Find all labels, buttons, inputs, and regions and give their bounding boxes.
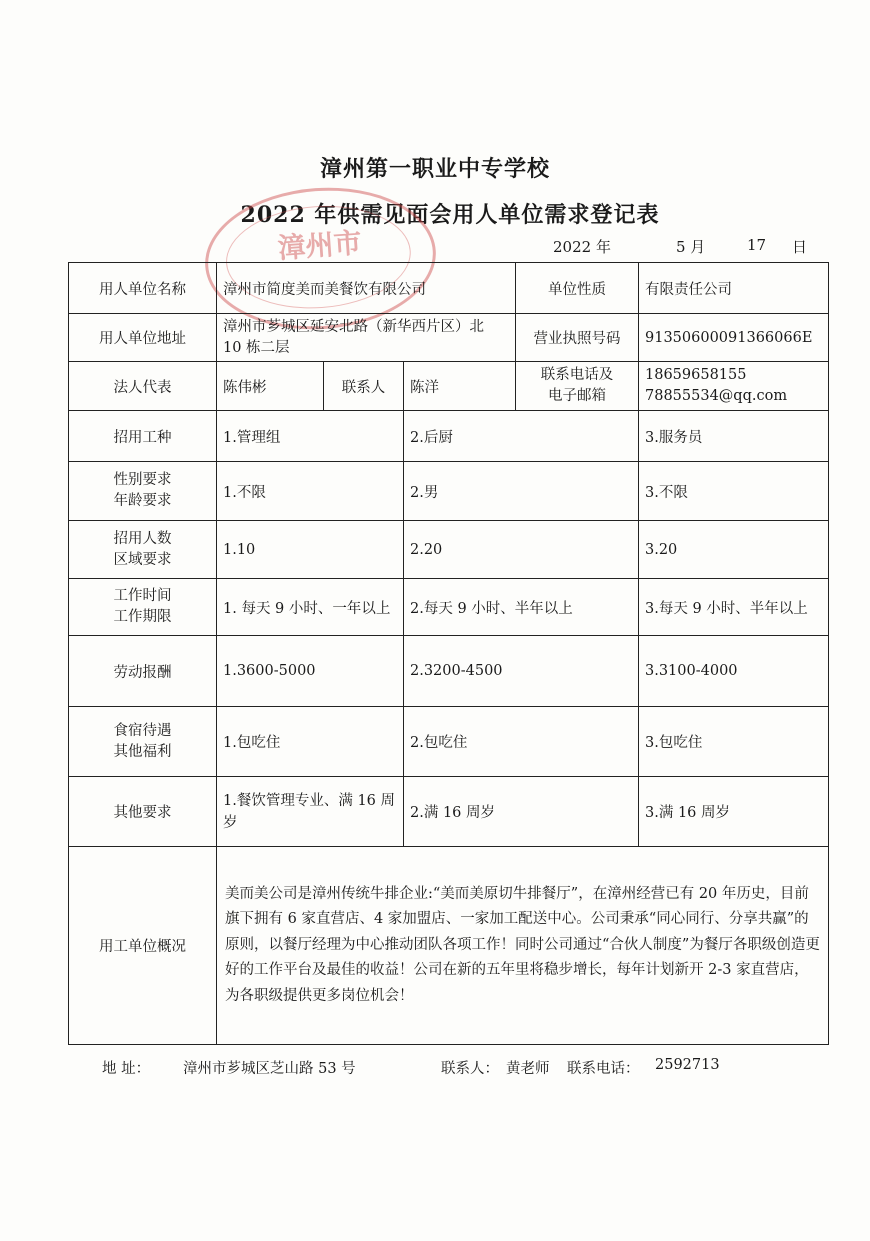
unit-name-value: 漳州市简度美而美餐饮有限公司: [217, 263, 516, 314]
row-label-line: 招用人数: [113, 530, 172, 547]
cell-col3: 3.每天 9 小时、半年以上: [639, 579, 829, 636]
address-row: [69, 314, 829, 362]
date-day: 17: [747, 236, 767, 254]
footer-address: 漳州市芗城区芝山路 53 号: [183, 1061, 356, 1077]
row-label-line: 工作时间: [113, 588, 172, 604]
cell-col3: 3.20: [639, 521, 829, 579]
overview-row: [69, 847, 829, 1045]
footer-contact-label: 联系人：: [441, 1061, 499, 1077]
overview-text: 美而美公司是漳州传统牛排企业:“美而美原切牛排餐厅”，在漳州经营已有 20 年历史，目前旗下拥有 6 家直营店、4 家加盟店、一家加工配送中心。公司秉承“同心同行、分享共赢”的原则，以餐厅经理为中心推动团队各项工作！同时公司通过“合伙人制度”为餐厅各职级创造更好的工作平台及最佳的收益！公司在新的五年里将稳步增长，每年计划新开 2-3 家直营店，为各职级提供更多岗位机会！: [217, 847, 829, 1045]
cell-col1: 1.3600-5000: [217, 636, 404, 707]
cell-col3: 3.满 16 周岁: [639, 777, 829, 847]
cell-col3: 3.包吃住: [639, 707, 829, 777]
cell-col3: 3.不限: [639, 462, 829, 521]
unit-type-label: 单位性质: [516, 263, 639, 314]
contact-value: 陈洋: [404, 362, 516, 411]
cell-col3: 3.服务员: [639, 411, 829, 462]
overview-label: 用工单位概况: [69, 847, 217, 1045]
cell-col2: 2.3200-4500: [404, 636, 639, 707]
cell-col2: 2.每天 9 小时、半年以上: [404, 579, 639, 636]
footer-address-label: 地 址：: [102, 1061, 151, 1077]
row-label: [69, 462, 217, 521]
row-work-hours: [69, 579, 829, 636]
cell-col2: 2.20: [404, 521, 639, 579]
form-title: 2022 年供需见面会用人单位需求登记表: [240, 202, 660, 228]
seal-text: 漳州市: [276, 226, 363, 265]
row-label: [69, 777, 217, 847]
footer-phone-label: 联系电话：: [567, 1061, 640, 1077]
footer-phone: 2592713: [655, 1057, 720, 1073]
row-label: [69, 707, 217, 777]
address-label: 用人单位地址: [69, 314, 217, 362]
cell-col2: 2.男: [404, 462, 639, 521]
cell-col2: 2.后厨: [404, 411, 639, 462]
row-other-req: [69, 777, 829, 847]
legal-rep-label: 法人代表: [69, 362, 217, 411]
email-label: 电子邮箱: [548, 388, 606, 404]
cell-col1: 1.管理组: [217, 411, 404, 462]
unit-name-row: [69, 263, 829, 314]
unit-type-value: 有限责任公司: [639, 263, 829, 314]
date-month: 5 月: [676, 238, 706, 256]
row-label: [69, 579, 217, 636]
legal-rep-value: 陈伟彬: [217, 362, 324, 411]
cell-col2: 2.满 16 周岁: [404, 777, 639, 847]
address-line-2: 10 栋二层: [223, 339, 290, 356]
row-gender-age: [69, 462, 829, 521]
footer-contact: 黄老师: [506, 1061, 550, 1077]
phone-email-label: [516, 362, 639, 411]
row-label-line: 其他福利: [113, 743, 172, 760]
cell-col1: 1. 每天 9 小时、一年以上: [217, 579, 404, 636]
school-name: 漳州第一职业中专学校: [319, 156, 550, 182]
phone-value: 18659658155: [645, 367, 747, 383]
license-value: 91350600091366066E: [639, 314, 829, 362]
row-label-line: 年龄要求: [113, 493, 172, 509]
date-year: 2022 年: [553, 238, 611, 256]
registration-form: [68, 262, 829, 1045]
unit-name-label: 用人单位名称: [69, 263, 217, 314]
cell-col1: 1.餐饮管理专业、满 16 周岁: [217, 777, 404, 847]
row-label-line: 性别要求: [113, 472, 172, 488]
row-label: [69, 636, 217, 707]
cell-col2: 2.包吃住: [404, 707, 639, 777]
row-headcount-region: [69, 521, 829, 579]
row-label-line: 区域要求: [113, 551, 172, 568]
row-job-type: [69, 411, 829, 462]
address-value: [217, 314, 516, 362]
row-label-line: 其他要求: [113, 805, 172, 821]
cell-col1: 1.不限: [217, 462, 404, 521]
date-day-unit: 日: [792, 238, 808, 256]
cell-col1: 1.10: [217, 521, 404, 579]
row-label-line: 招用工种: [113, 429, 172, 446]
contact-row: [69, 362, 829, 411]
row-label-line: 食宿待遇: [113, 722, 172, 739]
cell-col1: 1.包吃住: [217, 707, 404, 777]
row-label-line: 劳动报酬: [113, 664, 172, 681]
row-label-line: 工作期限: [113, 609, 172, 625]
phone-email-value: [639, 362, 829, 411]
cell-col3: 3.3100-4000: [639, 636, 829, 707]
row-label: [69, 521, 217, 579]
contact-label: 联系人: [324, 362, 404, 411]
row-benefits: [69, 707, 829, 777]
license-label: 营业执照号码: [516, 314, 639, 362]
phone-label: 联系电话及: [540, 367, 614, 383]
row-label: [69, 411, 217, 462]
row-salary: [69, 636, 829, 707]
email-value: 78855534@qq.com: [645, 388, 788, 404]
address-line-1: 漳州市芗城区延安北路（新华西片区）北: [223, 318, 484, 335]
